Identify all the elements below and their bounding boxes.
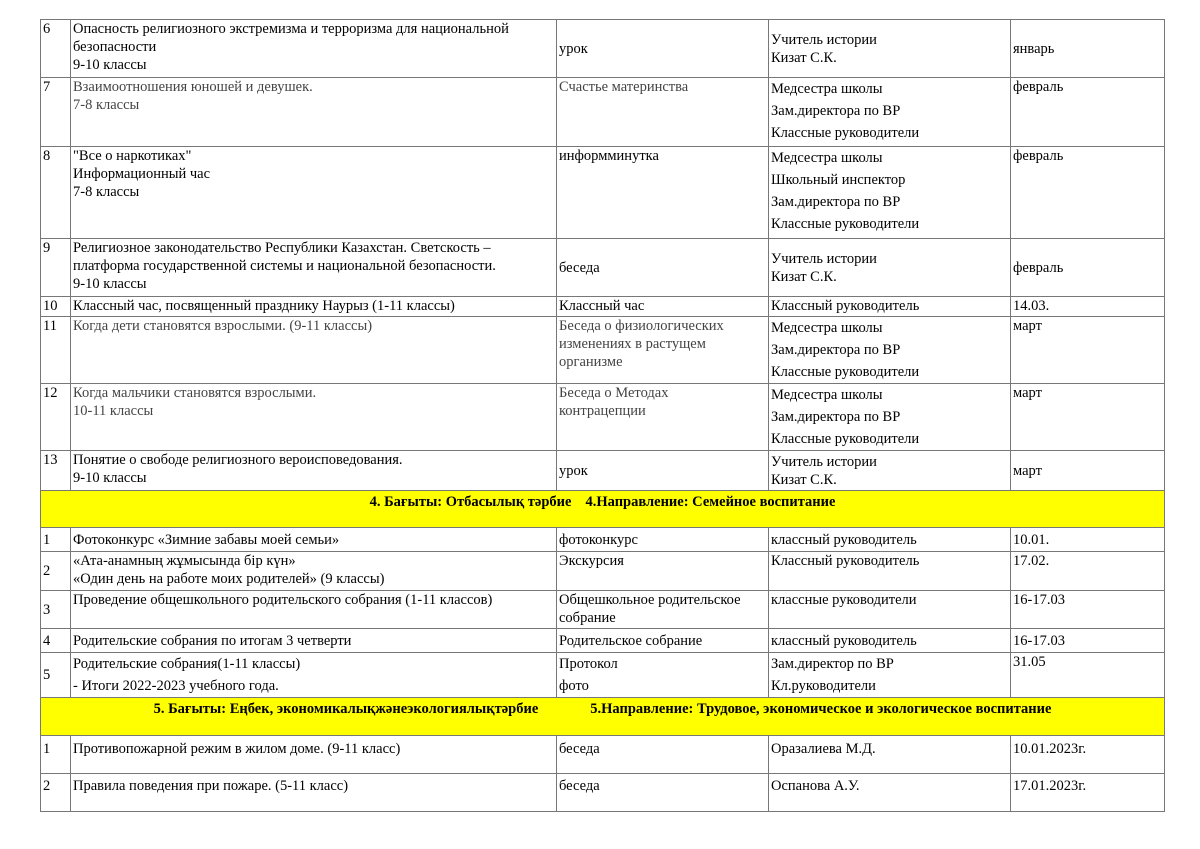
- row-number: 8: [41, 147, 71, 239]
- event-title: "Все о наркотиках" Информационный час 7-8 классы: [71, 147, 557, 239]
- section-title-ru: 4.Направление: Семейное воспитание: [585, 494, 836, 510]
- event-title: «Ата-анамның жұмысында бір күн» «Один день на работе моих родителей» (9 классы): [71, 552, 557, 591]
- table-row: [41, 147, 1165, 239]
- event-title: Взаимоотношения юношей и девушек. 7-8 классы: [71, 78, 557, 147]
- event-title: Фотоконкурс «Зимние забавы моей семьи»: [71, 528, 557, 552]
- event-date: 31.05: [1011, 653, 1165, 698]
- table-row: [41, 20, 1165, 78]
- event-responsible: Медсестра школы Зам.директора по ВР Классные руководители: [769, 317, 1011, 384]
- event-responsible: классные руководители: [769, 591, 1011, 629]
- section-header-labor: [41, 698, 1165, 736]
- table-row: [41, 552, 1165, 591]
- row-number: 6: [41, 20, 71, 78]
- event-date: февраль: [1011, 78, 1165, 147]
- event-form: Экскурсия: [557, 552, 769, 591]
- row-number: 9: [41, 239, 71, 297]
- event-title: Классный час, посвященный празднику Наурыз (1-11 классы): [71, 297, 557, 317]
- table-row: [41, 451, 1165, 491]
- event-form: Счастье материнства: [557, 78, 769, 147]
- row-number: 11: [41, 317, 71, 384]
- event-responsible: Учитель истории Кизат С.К.: [769, 239, 1011, 297]
- event-date: март: [1011, 384, 1165, 451]
- event-date: 10.01.: [1011, 528, 1165, 552]
- event-title: Родительские собрания по итогам 3 четверти: [71, 629, 557, 653]
- table-row: [41, 78, 1165, 147]
- event-responsible: Классный руководитель: [769, 297, 1011, 317]
- event-responsible: классный руководитель: [769, 629, 1011, 653]
- row-number: 1: [41, 736, 71, 774]
- table-row: [41, 528, 1165, 552]
- event-responsible: Учитель истории Кизат С.К.: [769, 451, 1011, 491]
- table-row: [41, 239, 1165, 297]
- event-responsible: Оразалиева М.Д.: [769, 736, 1011, 774]
- event-responsible: Зам.директор по ВР Кл.руководители: [769, 653, 1011, 698]
- event-form: беседа: [557, 774, 769, 812]
- event-form: Протокол фото: [557, 653, 769, 698]
- row-number: 2: [41, 552, 71, 591]
- row-number: 13: [41, 451, 71, 491]
- section-header-family: [41, 491, 1165, 528]
- event-form: фотоконкурс: [557, 528, 769, 552]
- row-number: 12: [41, 384, 71, 451]
- event-form: урок: [557, 451, 769, 491]
- table-row: [41, 384, 1165, 451]
- event-date: 17.01.2023г.: [1011, 774, 1165, 812]
- section-title-kz: 4. Бағыты: Отбасылық тәрбие: [369, 494, 572, 510]
- event-responsible: Медсестра школы Зам.директора по ВР Классные руководители: [769, 78, 1011, 147]
- event-date: 16-17.03: [1011, 591, 1165, 629]
- document-page: [40, 19, 1164, 812]
- row-number: 3: [41, 591, 71, 629]
- event-date: 14.03.: [1011, 297, 1165, 317]
- row-number: 5: [41, 653, 71, 698]
- event-date: март: [1011, 317, 1165, 384]
- event-form: беседа: [557, 736, 769, 774]
- event-form: урок: [557, 20, 769, 78]
- row-number: 4: [41, 629, 71, 653]
- event-responsible: классный руководитель: [769, 528, 1011, 552]
- event-form: Беседа о Методах контрацепции: [557, 384, 769, 451]
- event-form: Общешкольное родительское собрание: [557, 591, 769, 629]
- event-form: Классный час: [557, 297, 769, 317]
- event-title: Родительские собрания(1-11 классы) - Итоги 2022-2023 учебного года.: [71, 653, 557, 698]
- section-title-kz: 5. Бағыты: Еңбек, экономикалықжәнеэкологиялықтәрбие: [153, 701, 539, 717]
- event-responsible: Медсестра школы Школьный инспектор Зам.директора по ВР Классные руководители: [769, 147, 1011, 239]
- table-row: [41, 653, 1165, 698]
- event-date: 16-17.03: [1011, 629, 1165, 653]
- event-form: Родительское собрание: [557, 629, 769, 653]
- table-row: [41, 774, 1165, 812]
- event-title: Когда дети становятся взрослыми. (9-11 классы): [71, 317, 557, 384]
- event-responsible: Учитель истории Кизат С.К.: [769, 20, 1011, 78]
- event-date: 17.02.: [1011, 552, 1165, 591]
- event-responsible: Оспанова А.У.: [769, 774, 1011, 812]
- event-date: февраль: [1011, 147, 1165, 239]
- event-date: январь: [1011, 20, 1165, 78]
- row-number: 10: [41, 297, 71, 317]
- table-row: [41, 736, 1165, 774]
- row-number: 2: [41, 774, 71, 812]
- event-title: Проведение общешкольного родительского собрания (1-11 классов): [71, 591, 557, 629]
- event-title: Опасность религиозного экстремизма и терроризма для национальной безопасности 9-10 классы: [71, 20, 557, 78]
- event-responsible: Классный руководитель: [769, 552, 1011, 591]
- table-row: [41, 317, 1165, 384]
- event-date: 10.01.2023г.: [1011, 736, 1165, 774]
- row-number: 1: [41, 528, 71, 552]
- event-form: информминутка: [557, 147, 769, 239]
- event-date: февраль: [1011, 239, 1165, 297]
- event-form: Беседа о физиологических изменениях в растущем организме: [557, 317, 769, 384]
- table-row: [41, 297, 1165, 317]
- event-title: Религиозное законодательство Республики Казахстан. Светскость – платформа государственной системы и национальной безопасности. 9-10 классы: [71, 239, 557, 297]
- table-row: [41, 629, 1165, 653]
- row-number: 7: [41, 78, 71, 147]
- event-title: Понятие о свободе религиозного вероисповедования. 9-10 классы: [71, 451, 557, 491]
- event-title: Противопожарной режим в жилом доме. (9-11 класс): [71, 736, 557, 774]
- event-responsible: Медсестра школы Зам.директора по ВР Классные руководители: [769, 384, 1011, 451]
- events-table: [40, 19, 1165, 812]
- table-row: [41, 591, 1165, 629]
- event-title: Когда мальчики становятся взрослыми. 10-11 классы: [71, 384, 557, 451]
- event-form: беседа: [557, 239, 769, 297]
- event-title: Правила поведения при пожаре. (5-11 класс): [71, 774, 557, 812]
- section-title-ru: 5.Направление: Трудовое, экономическое и экологическое воспитание: [590, 701, 1052, 717]
- event-date: март: [1011, 451, 1165, 491]
